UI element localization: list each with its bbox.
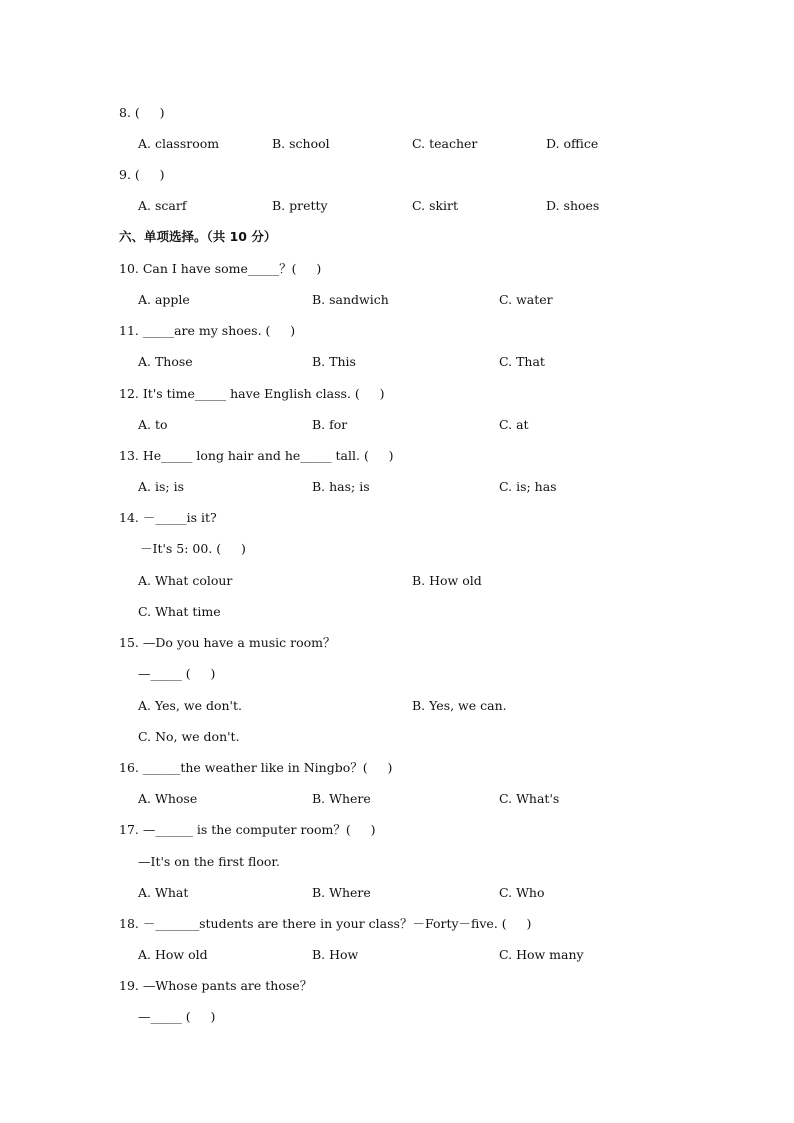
question-18-stem: 18. －_______students are there in your class？－Forty－five. ( ) (119, 916, 532, 931)
question-14-option-c: C. What time (138, 604, 221, 619)
question-8-option-a: A. classroom (138, 136, 220, 151)
question-16-stem: 16. ______the weather like in Ningbo？( ) (119, 760, 393, 775)
question-15-option-c: C. No, we don't. (138, 729, 240, 744)
question-18-option-b: B. How (312, 947, 359, 962)
question-9-option-a: A. scarf (138, 198, 187, 213)
question-9-stem: 9. ( ) (119, 167, 165, 182)
question-13-option-a: A. is; is (138, 479, 184, 494)
question-17-option-b: B. Where (312, 885, 371, 900)
question-17-stem: 17. —______ is the computer room？( ) (119, 822, 376, 837)
question-11-option-b: B. This (312, 354, 356, 369)
question-18-option-c: C. How many (499, 947, 584, 962)
question-9-option-b: B. pretty (272, 198, 328, 213)
question-8-option-b: B. school (272, 136, 330, 151)
question-13-option-c: C. is; has (499, 479, 557, 494)
question-10-option-c: C. water (499, 292, 553, 307)
question-8-stem: 8. ( ) (119, 105, 165, 120)
question-14-option-b: B. How old (412, 573, 482, 588)
question-17-option-c: C. Who (499, 885, 545, 900)
question-13-stem: 13. He_____ long hair and he_____ tall. ( ) (119, 448, 394, 463)
question-16-option-c: C. What's (499, 791, 560, 806)
question-9-option-d: D. shoes (546, 198, 600, 213)
question-11-stem: 11. _____are my shoes. ( ) (119, 323, 296, 338)
question-9-option-c: C. skirt (412, 198, 459, 213)
question-19-reply: —_____ ( ) (138, 1009, 216, 1024)
question-17-option-a: A. What (138, 885, 189, 900)
question-12-stem: 12. It's time_____ have English class. ( ) (119, 386, 385, 401)
question-19-stem: 19. —Whose pants are those？ (119, 978, 313, 993)
question-14-stem: 14. －_____is it? (119, 510, 217, 525)
section-6-heading: 六、单项选择。（共 10 分） (119, 229, 277, 244)
question-12-option-b: B. for (312, 417, 348, 432)
question-14-reply: －It's 5: 00. ( ) (140, 541, 246, 556)
question-10-option-b: B. sandwich (312, 292, 389, 307)
question-16-option-b: B. Where (312, 791, 371, 806)
question-15-reply: —_____ ( ) (138, 666, 216, 681)
question-10-stem: 10. Can I have some_____？( ) (119, 261, 322, 276)
question-8-option-c: C. teacher (412, 136, 478, 151)
question-15-option-a: A. Yes, we don't. (138, 698, 242, 713)
question-11-option-a: A. Those (138, 354, 193, 369)
question-10-option-a: A. apple (138, 292, 190, 307)
question-16-option-a: A. Whose (138, 791, 198, 806)
question-15-option-b: B. Yes, we can. (412, 698, 507, 713)
question-15-stem: 15. —Do you have a music room？ (119, 635, 336, 650)
question-12-option-c: C. at (499, 417, 529, 432)
question-8-option-d: D. office (546, 136, 599, 151)
question-13-option-b: B. has; is (312, 479, 370, 494)
question-14-option-a: A. What colour (138, 573, 233, 588)
question-17-reply: —It's on the first floor. (138, 854, 280, 869)
question-12-option-a: A. to (138, 417, 168, 432)
question-18-option-a: A. How old (138, 947, 208, 962)
question-11-option-c: C. That (499, 354, 545, 369)
